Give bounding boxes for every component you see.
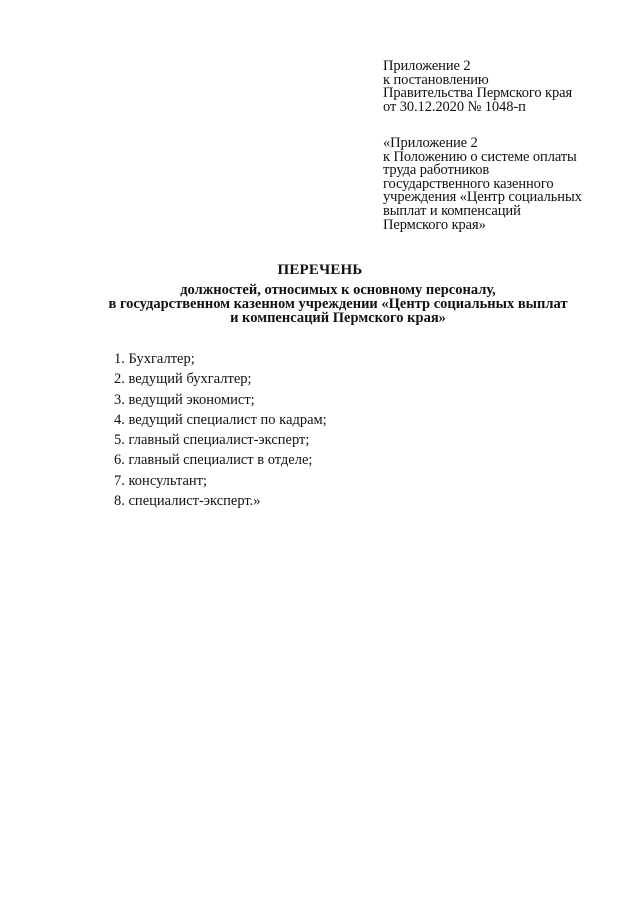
subtitle-line: и компенсаций Пермского края» (230, 309, 446, 326)
appendix-resolution-block (383, 60, 572, 114)
position-item: 2. ведущий бухгалтер; (114, 371, 252, 388)
appendix-line: к Положению о системе оплаты (383, 148, 577, 165)
position-item: 7. консультант; (114, 472, 208, 489)
document-title: ПЕРЕЧЕНЬ (277, 262, 363, 278)
position-item: 6. главный специалист в отделе; (114, 452, 313, 469)
position-item: 4. ведущий специалист по кадрам; (114, 411, 327, 428)
appendix-line: труда работников (383, 162, 490, 179)
document-subtitle (90, 284, 586, 325)
position-item: 1. Бухгалтер; (114, 351, 195, 367)
appendix-line: учреждения «Центр социальных (383, 189, 582, 206)
appendix-line: Приложение 2 (383, 58, 471, 74)
appendix-line: Пермского края» (383, 216, 486, 233)
appendix-line: от 30.12.2020 № 1048-п (383, 98, 526, 115)
position-item: 5. главный специалист-эксперт; (114, 432, 310, 449)
appendix-line: государственного казенного (383, 175, 554, 192)
appendix-line: выплат и компенсаций (383, 202, 521, 219)
positions-list (114, 349, 327, 511)
appendix-regulation-block (383, 137, 582, 232)
position-item: 3. ведущий экономист; (114, 391, 255, 408)
subtitle-line: должностей, относимых к основному персоналу, (180, 282, 496, 298)
appendix-line: к постановлению (383, 71, 489, 88)
subtitle-line: в государственном казенном учреждении «Центр социальных выплат (108, 295, 568, 312)
appendix-line: Правительства Пермского края (383, 85, 573, 102)
position-item: 8. специалист-эксперт.» (114, 493, 261, 510)
appendix-line: «Приложение 2 (383, 135, 478, 151)
